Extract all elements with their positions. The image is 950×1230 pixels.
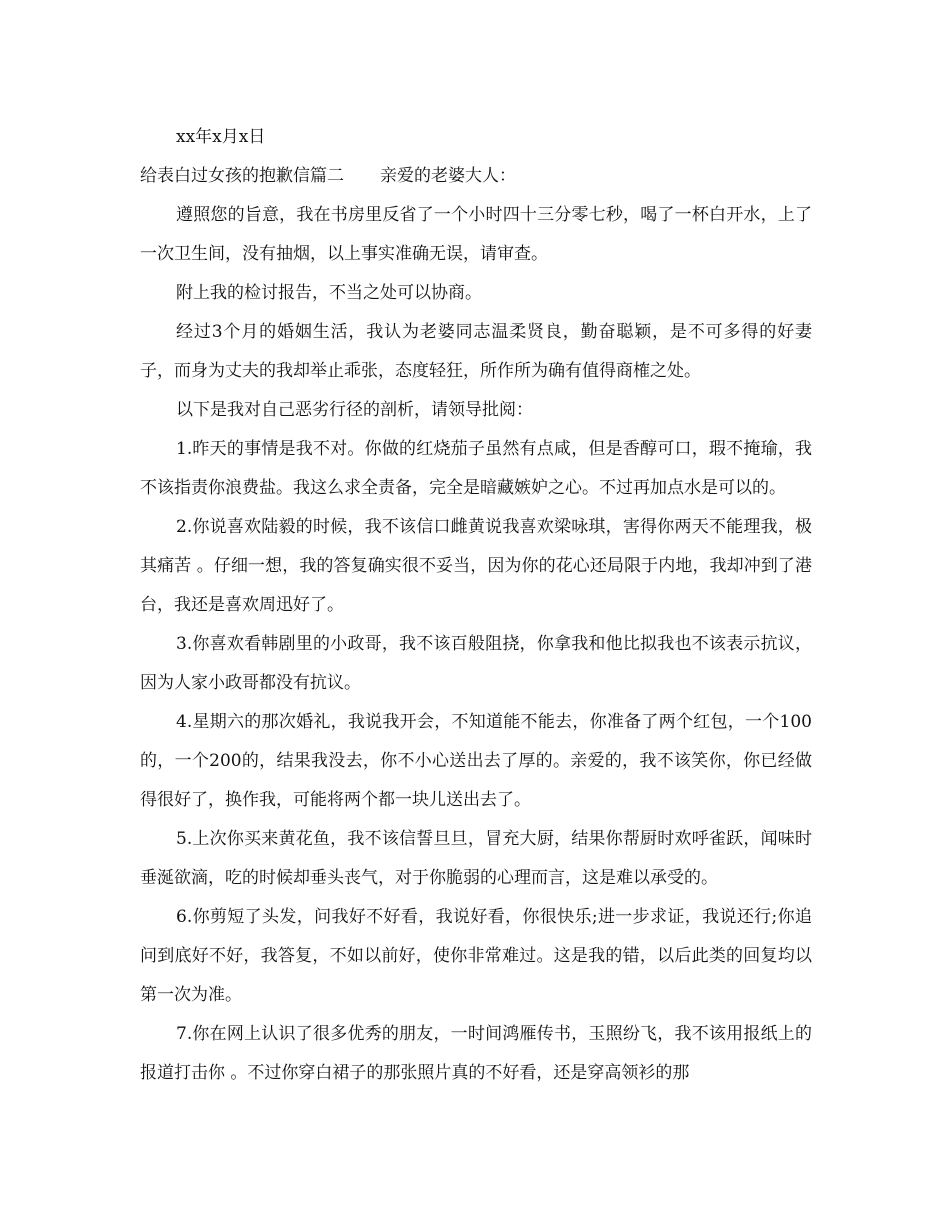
document-body: [140, 118, 812, 1093]
salutation: 亲爱的老婆大人：: [380, 166, 516, 186]
date-line: xx年x月x日: [176, 127, 266, 147]
paragraph: 6.你剪短了头发，问我好不好看，我说好看，你很快乐;进一步求证，我说还行;你追问到底好不好，我答复，不如以前好，使你非常难过。这是我的错，以后此类的回复均以第一次为准。: [140, 907, 812, 1005]
paragraph: 5.上次你买来黄花鱼，我不该信誓旦旦，冒充大厨，结果你帮厨时欢呼雀跃，闻味时垂涎欲滴，吃的时候却垂头丧气，对于你脆弱的心理而言，这是难以承受的。: [140, 829, 812, 888]
paragraph: 7.你在网上认识了很多优秀的朋友，一时间鸿雁传书，玉照纷飞，我不该用报纸上的报道打击你 。不过你穿白裙子的那张照片真的不好看，还是穿高领衫的那: [140, 1024, 812, 1083]
paragraph: 附上我的检讨报告，不当之处可以协商。: [176, 283, 482, 303]
paragraph: 4.星期六的那次婚礼，我说我开会，不知道能不能去，你准备了两个红包，一个100的，一个200的，结果我没去，你不小心送出去了厚的。亲爱的，我不该笑你，你已经做得很好了，换作我，可能将两个都一块儿送出去了。: [140, 712, 812, 810]
letter-title: 给表白过女孩的抱歉信篇二: [140, 166, 344, 186]
paragraph: 1.昨天的事情是我不对。你做的红烧茄子虽然有点咸，但是香醇可口，瑕不掩瑜，我不该指责你浪费盐。我这么求全责备，完全是暗藏嫉妒之心。不过再加点水是可以的。: [140, 439, 812, 498]
paragraph: 以下是我对自己恶劣行径的剖析，请领导批阅：: [176, 400, 533, 420]
paragraph: 经过3个月的婚姻生活，我认为老婆同志温柔贤良，勤奋聪颖，是不可多得的好妻子，而身为丈夫的我却举止乖张，态度轻狂，所作所为确有值得商榷之处。: [140, 322, 812, 381]
title-line: [140, 157, 812, 196]
paragraph: 遵照您的旨意，我在书房里反省了一个小时四十三分零七秒，喝了一杯白开水，上了一次卫生间，没有抽烟，以上事实准确无误，请审查。: [140, 205, 812, 264]
paragraph: 2.你说喜欢陆毅的时候，我不该信口雌黄说我喜欢梁咏琪，害得你两天不能理我，极其痛苦 。仔细一想，我的答复确实很不妥当，因为你的花心还局限于内地，我却冲到了港台，我还是喜欢周迅好了。: [140, 517, 812, 615]
paragraph: 3.你喜欢看韩剧里的小政哥，我不该百般阻挠，你拿我和他比拟我也不该表示抗议，因为人家小政哥都没有抗议。: [140, 634, 812, 693]
